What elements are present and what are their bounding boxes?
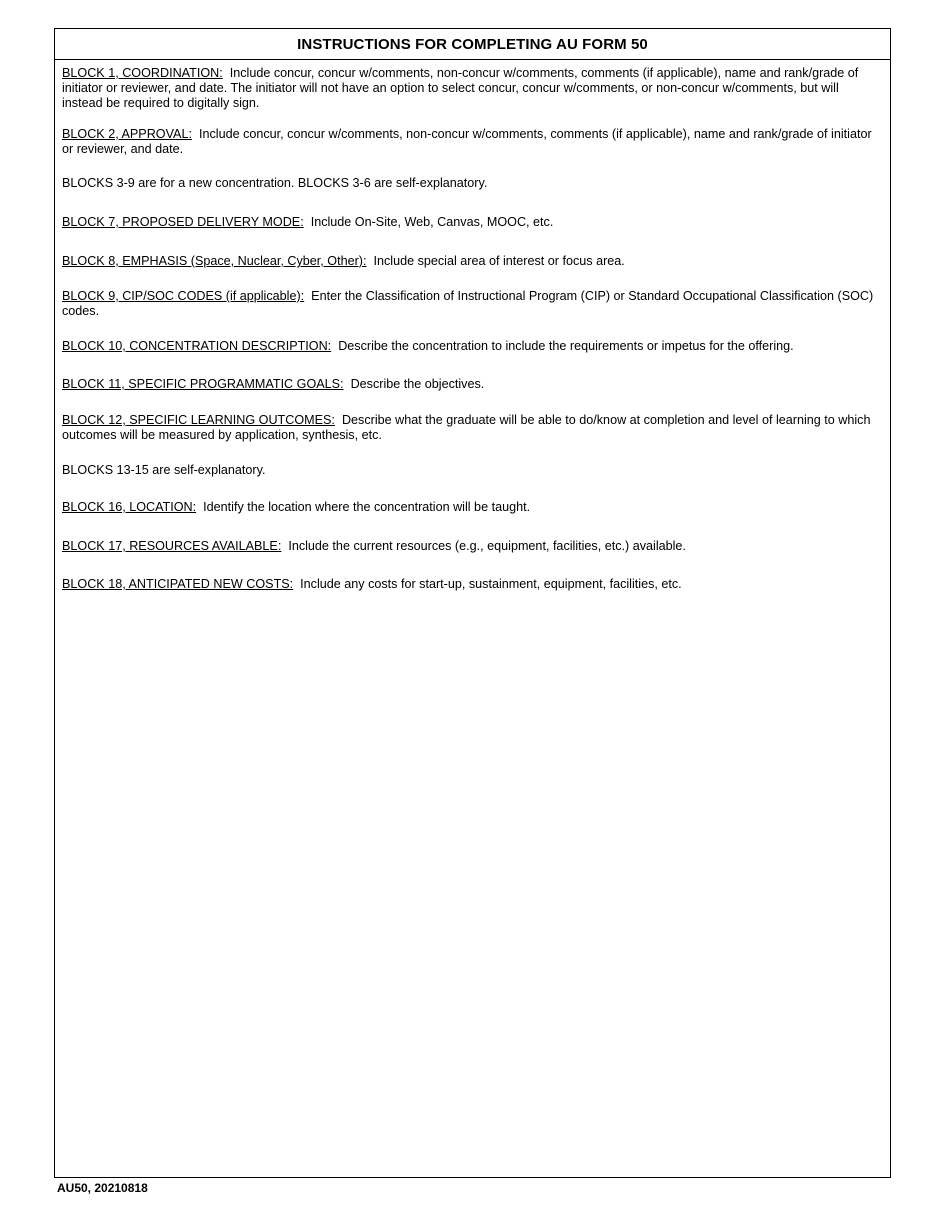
block-label: BLOCK 2, APPROVAL: xyxy=(62,127,192,141)
block-11-programmatic-goals xyxy=(62,377,880,392)
block-text: Describe the objectives. xyxy=(350,377,485,391)
block-text: Include concur, concur w/comments, non-concur w/comments, comments (if applicable), name and rank/grade of initiator or reviewer, and date. xyxy=(62,127,872,156)
block-17-resources-available xyxy=(62,539,880,554)
form-code: AU50, 20210818 xyxy=(57,1181,148,1195)
block-text: BLOCKS 3-9 are for a new concentration. BLOCKS 3-6 are self-explanatory. xyxy=(62,176,488,190)
block-9-cip-soc-codes xyxy=(62,289,880,319)
block-text: Include any costs for start-up, sustainment, equipment, facilities, etc. xyxy=(300,577,682,591)
block-label: BLOCK 1, COORDINATION: xyxy=(62,66,223,80)
block-label: BLOCK 11, SPECIFIC PROGRAMMATIC GOALS: xyxy=(62,377,344,391)
block-7-delivery-mode xyxy=(62,215,880,230)
block-18-anticipated-new-costs xyxy=(62,577,880,592)
block-10-concentration-description xyxy=(62,339,880,354)
block-text: Identify the location where the concentration will be taught. xyxy=(203,500,531,514)
block-label: BLOCK 16, LOCATION: xyxy=(62,500,197,514)
block-2-approval xyxy=(62,127,880,157)
block-text: Include special area of interest or focus area. xyxy=(373,254,625,268)
block-1-coordination xyxy=(62,66,880,111)
block-label: BLOCK 17, RESOURCES AVAILABLE: xyxy=(62,539,282,553)
block-text: Include concur, concur w/comments, non-concur w/comments, comments (if applicable), name and rank/grade of initiator or reviewer, and date. The initiator will not have an option to select concur, concur w/comments, or non-concur w/comments, but will instead be required to digitally sign. xyxy=(62,66,859,110)
block-text: Describe what the graduate will be able to do/know at completion and level of learning to which outcomes will be measured by application, synthesis, etc. xyxy=(62,413,871,442)
blocks-13-15-note xyxy=(62,463,880,478)
block-label: BLOCK 7, PROPOSED DELIVERY MODE: xyxy=(62,215,304,229)
block-12-learning-outcomes xyxy=(62,413,880,443)
instructions-form xyxy=(54,28,891,1178)
block-text: BLOCKS 13-15 are self-explanatory. xyxy=(62,463,266,477)
block-label: BLOCK 18, ANTICIPATED NEW COSTS: xyxy=(62,577,294,591)
block-label: BLOCK 9, CIP/SOC CODES (if applicable): xyxy=(62,289,305,303)
block-16-location xyxy=(62,500,880,515)
block-8-emphasis xyxy=(62,254,880,269)
form-title: INSTRUCTIONS FOR COMPLETING AU FORM 50 xyxy=(55,29,890,60)
block-text: Include the current resources (e.g., equipment, facilities, etc.) available. xyxy=(288,539,686,553)
block-label: BLOCK 8, EMPHASIS (Space, Nuclear, Cyber, Other): xyxy=(62,254,367,268)
block-label: BLOCK 12, SPECIFIC LEARNING OUTCOMES: xyxy=(62,413,335,427)
block-text: Include On-Site, Web, Canvas, MOOC, etc. xyxy=(310,215,554,229)
block-text: Enter the Classification of Instructional Program (CIP) or Standard Occupational Classification (SOC) codes. xyxy=(62,289,874,318)
blocks-3-9-note xyxy=(62,176,880,191)
block-text: Describe the concentration to include the requirements or impetus for the offering. xyxy=(338,339,794,353)
block-label: BLOCK 10, CONCENTRATION DESCRIPTION: xyxy=(62,339,332,353)
